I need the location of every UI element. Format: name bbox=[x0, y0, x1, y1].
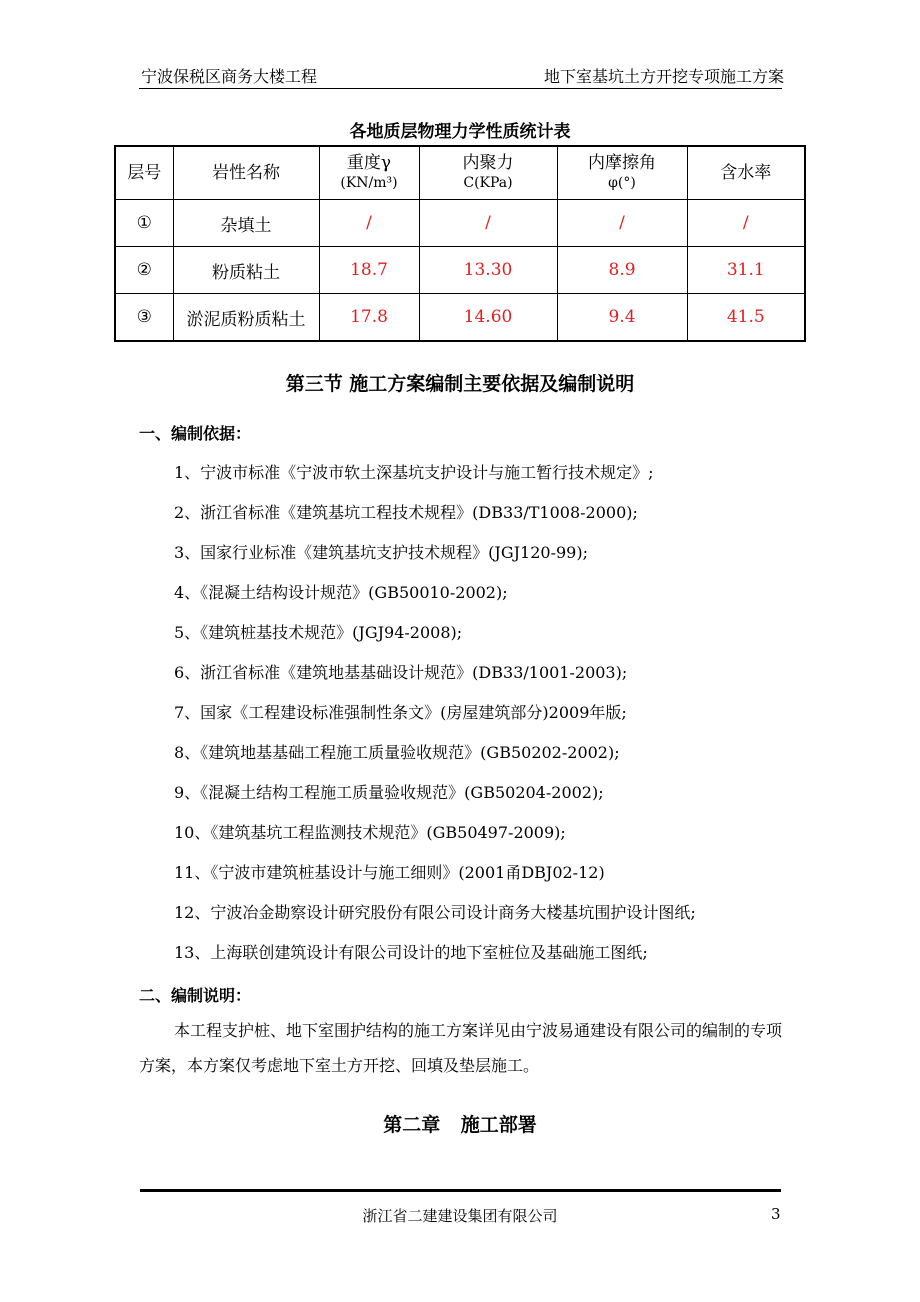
cohesion-cell: / bbox=[419, 200, 557, 247]
water-content-cell: / bbox=[687, 200, 805, 247]
basis-item: 2、浙江省标准《建筑基坑工程技术规程》(DB33/T1008-2000); bbox=[174, 503, 638, 522]
header-rule bbox=[139, 88, 782, 89]
table-row bbox=[115, 247, 805, 294]
header-cell: 含水率 bbox=[687, 146, 805, 200]
header-cell: 内聚力 C(KPa) bbox=[419, 146, 557, 200]
basis-heading: 一、编制依据： bbox=[139, 424, 252, 443]
friction-angle-cell: / bbox=[557, 200, 687, 247]
layer-number-cell: ② bbox=[115, 247, 173, 294]
basis-item: 8、《建筑地基基础工程施工质量验收规范》(GB50202-2002); bbox=[174, 743, 620, 762]
basis-item: 4、《混凝土结构设计规范》(GB50010-2002); bbox=[174, 583, 508, 602]
unit-weight-cell: 17.8 bbox=[319, 294, 419, 342]
header-document-title: 地下室基坑土方开挖专项施工方案 bbox=[543, 67, 784, 86]
header-cell: 内摩擦角 φ(°) bbox=[557, 146, 687, 200]
layer-number-cell: ③ bbox=[115, 294, 173, 342]
layer-number-cell: ① bbox=[115, 200, 173, 247]
basis-item: 1、宁波市标准《宁波市软土深基坑支护设计与施工暂行技术规定》; bbox=[174, 463, 654, 482]
soil-properties-table bbox=[114, 145, 806, 342]
water-content-cell: 31.1 bbox=[687, 247, 805, 294]
friction-angle-cell: 9.4 bbox=[557, 294, 687, 342]
basis-item: 9、《混凝土结构工程施工质量验收规范》(GB50204-2002); bbox=[174, 783, 604, 802]
basis-item: 13、上海联创建筑设计有限公司设计的地下室桩位及基础施工图纸; bbox=[174, 943, 648, 962]
table-title: 各地质层物理力学性质统计表 bbox=[349, 122, 571, 142]
basis-item: 10、《建筑基坑工程监测技术规范》(GB50497-2009); bbox=[174, 823, 566, 842]
basis-item: 7、国家《工程建设标准强制性条文》(房屋建筑部分)2009年版; bbox=[174, 703, 627, 722]
table-header-row bbox=[115, 146, 805, 200]
table-row bbox=[115, 200, 805, 247]
basis-item: 11、《宁波市建筑桩基设计与施工细则》(2001甬DBJ02-12) bbox=[174, 863, 605, 882]
unit-weight-cell: 18.7 bbox=[319, 247, 419, 294]
unit-weight-cell: / bbox=[319, 200, 419, 247]
water-content-cell: 41.5 bbox=[687, 294, 805, 342]
basis-item: 5、《建筑桩基技术规范》(JGJ94-2008); bbox=[174, 623, 463, 642]
table-row bbox=[115, 294, 805, 342]
section-title: 第三节 施工方案编制主要依据及编制说明 bbox=[285, 373, 635, 395]
header-project-name: 宁波保税区商务大楼工程 bbox=[141, 67, 318, 86]
friction-angle-cell: 8.9 bbox=[557, 247, 687, 294]
cohesion-cell: 13.30 bbox=[419, 247, 557, 294]
header-cell: 岩性名称 bbox=[173, 146, 319, 200]
soil-name-cell: 粉质粘土 bbox=[173, 247, 319, 294]
basis-item: 12、宁波冶金勘察设计研究股份有限公司设计商务大楼基坑围护设计图纸; bbox=[174, 903, 696, 922]
footer-rule bbox=[140, 1189, 781, 1192]
chapter-title: 第二章 施工部署 bbox=[383, 1114, 537, 1136]
header-cell: 重度γ (KN/m³) bbox=[319, 146, 419, 200]
soil-name-cell: 淤泥质粉质粘土 bbox=[173, 294, 319, 342]
notes-paragraph: 本工程支护桩、地下室围护结构的施工方案详见由宁波易通建设有限公司的编制的专项方案，本方案仅考虑地下室土方开挖、回填及垫层施工。 bbox=[139, 1021, 783, 1075]
notes-heading: 二、编制说明： bbox=[139, 986, 252, 1005]
page-number: 3 bbox=[771, 1205, 781, 1223]
soil-name-cell: 杂填土 bbox=[173, 200, 319, 247]
cohesion-cell: 14.60 bbox=[419, 294, 557, 342]
footer-company: 浙江省二建建设集团有限公司 bbox=[362, 1207, 558, 1225]
basis-item: 3、国家行业标准《建筑基坑支护技术规程》(JGJ120-99); bbox=[174, 543, 588, 562]
basis-item: 6、浙江省标准《建筑地基基础设计规范》(DB33/1001-2003); bbox=[174, 663, 628, 682]
header-cell: 层号 bbox=[115, 146, 173, 200]
